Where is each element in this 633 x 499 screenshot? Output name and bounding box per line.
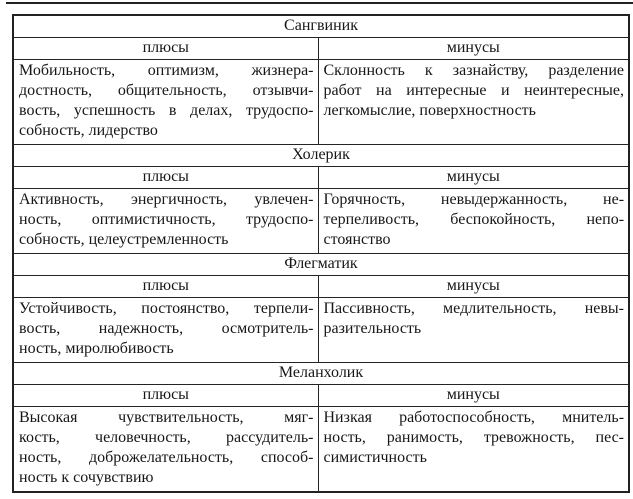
pluses-header-cell: плюсы [13, 38, 318, 60]
table-body [13, 15, 629, 492]
section-title-row [13, 254, 629, 276]
section-title: Сангвиник [13, 15, 629, 38]
text-line: Горячность, невыдержанность, не- [323, 191, 625, 208]
text-line: терпеливость, беспокойность, непо- [323, 211, 625, 228]
section-content-row [13, 407, 629, 493]
text-line: вость, надежность, осмотритель- [19, 320, 314, 337]
section-content-row [13, 298, 629, 363]
minuses-content-cell [318, 407, 629, 493]
text-line: Низкая работоспособность, мнитель- [323, 409, 625, 426]
section-content-row [13, 60, 629, 145]
text-line: Активность, энергичность, увлечен- [19, 191, 314, 208]
pluses-header-cell: плюсы [13, 385, 318, 407]
section-content-row [13, 189, 629, 254]
text-line: Высокая чувствительность, мяг- [19, 409, 314, 426]
section-header-row [13, 38, 629, 60]
top-rule [6, 2, 633, 4]
section-title-row [13, 145, 629, 167]
text-line: вость, успешность в делах, трудоспо- [19, 102, 314, 119]
text-line: Пассивность, медлительность, невы- [323, 300, 625, 317]
text-line: собность, лидерство [19, 122, 158, 139]
text-line: собность, целеустремленность [19, 231, 229, 248]
text-line: работ на интересные и неинтересные, [323, 82, 625, 99]
pluses-content-cell [13, 298, 318, 363]
text-line: ность, ранимость, тревожность, пес- [323, 429, 625, 446]
section-header-row [13, 167, 629, 189]
text-line: разительность [323, 320, 422, 337]
minuses-header-cell: минусы [318, 38, 629, 60]
text-line: ность, миролюбивость [19, 340, 174, 357]
pluses-content-cell [13, 407, 318, 493]
minuses-content-cell [318, 189, 629, 254]
text-line: Устойчивость, постоянство, терпели- [19, 300, 314, 317]
pluses-content-cell [13, 189, 318, 254]
text-line: Склонность к зазнайству, разделение [323, 62, 625, 79]
minuses-header-cell: минусы [318, 385, 629, 407]
text-line: легкомыслие, поверхностность [323, 102, 536, 119]
text-line: ность, оптимистичность, трудоспо- [19, 211, 314, 228]
pluses-header-cell: плюсы [13, 276, 318, 298]
minuses-content-cell [318, 60, 629, 145]
section-header-row [13, 276, 629, 298]
text-line: кость, человечность, рассудитель- [19, 429, 314, 446]
text-line: симистичность [323, 449, 427, 466]
pluses-content-cell [13, 60, 318, 145]
section-title: Флегматик [13, 254, 629, 276]
minuses-header-cell: минусы [318, 276, 629, 298]
text-line: ность, доброжелательность, способ- [19, 449, 314, 466]
section-title: Холерик [13, 145, 629, 167]
minuses-content-cell [318, 298, 629, 363]
text-line: Мобильность, оптимизм, жизнера- [19, 62, 314, 79]
section-header-row [13, 385, 629, 407]
temperament-table [12, 14, 630, 493]
text-line: стоянство [323, 231, 391, 248]
section-title-row [13, 15, 629, 38]
section-title-row [13, 363, 629, 385]
pluses-header-cell: плюсы [13, 167, 318, 189]
text-line: достность, общительность, отзывчи- [19, 82, 314, 99]
minuses-header-cell: минусы [318, 167, 629, 189]
text-line: ность к сочувствию [19, 469, 154, 486]
section-title: Меланхолик [13, 363, 629, 385]
